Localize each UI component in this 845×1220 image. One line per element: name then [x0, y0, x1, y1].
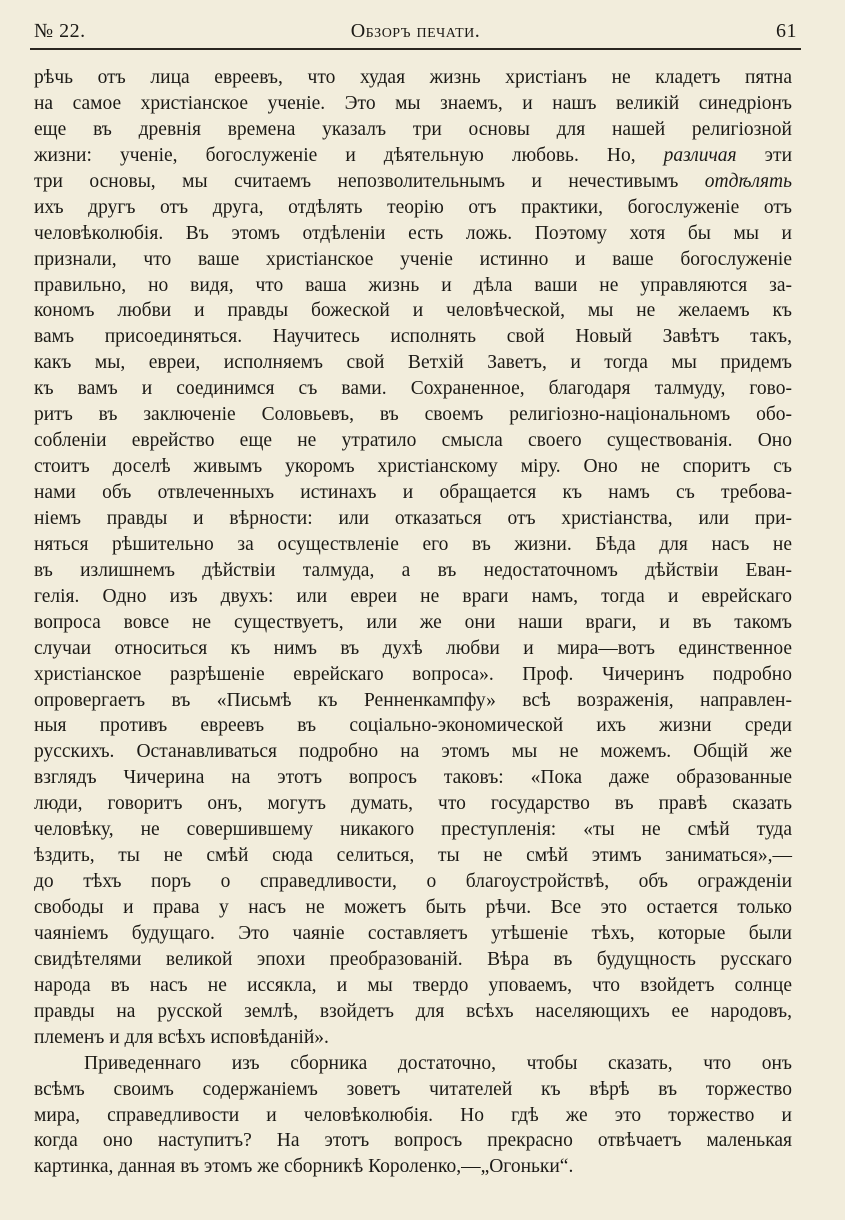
- text-line: [34, 610, 792, 636]
- text-line: [34, 765, 792, 791]
- text-line: [34, 584, 792, 610]
- text-line: [34, 195, 792, 221]
- line-text: рѣчь отъ лица евреевъ, что худая жизнь христіанъ не кладетъ пятна: [34, 67, 792, 88]
- text-line: [34, 999, 792, 1025]
- line-text: ѣздить, ты не смѣй сюда селиться, ты не смѣй этимъ заниматься»,—: [34, 845, 792, 867]
- line-text: когда оно наступитъ? На этотъ вопросъ прекрасно отвѣчаетъ маленькая: [34, 1130, 792, 1152]
- text-line: [34, 817, 792, 843]
- line-text: Приведеннаго изъ сборника достаточно, чтобы сказать, что онъ: [84, 1052, 792, 1074]
- text-line: [34, 895, 792, 921]
- header-rule: [30, 48, 801, 50]
- line-text: въ излишнемъ дѣйствіи талмуда, а въ недостаточномъ дѣйствіи Еван-: [34, 559, 792, 581]
- paragraph-2: [34, 1051, 792, 1181]
- text-line: [34, 713, 792, 739]
- text-line: [34, 921, 792, 947]
- line-text: гелія. Одно изъ двухъ: или евреи не враги намъ, тогда и еврейскаго: [34, 585, 792, 607]
- italic-word: отдѣлять: [704, 170, 792, 192]
- line-text: опровергаетъ въ «Письмѣ къ Ренненкампфу» всѣ возраженія, направлен-: [34, 689, 792, 711]
- issue-number: № 22.: [34, 20, 86, 42]
- line-text: племенъ и для всѣхъ исповѣданій».: [34, 1026, 329, 1048]
- text-line: [34, 169, 792, 195]
- line-text: народа въ насъ не иссякла, и мы твердо уповаемъ, что взойдетъ солнце: [34, 974, 792, 996]
- line-text: три основы, мы считаемъ непозволительнымъ и нечестивымъ: [34, 170, 705, 192]
- text-line: [34, 947, 792, 973]
- body-text: [34, 65, 792, 1180]
- text-line: [34, 350, 792, 376]
- text-line: [34, 1128, 792, 1154]
- line-text: няться рѣшительно за осуществленіе его въ жизни. Бѣда для насъ не: [34, 533, 792, 555]
- line-text: человѣку, не совершившему никакого преступленія: «ты не смѣй туда: [34, 819, 792, 841]
- text-line: [34, 558, 792, 584]
- line-text: случаи относиться къ нимъ въ духѣ любви и мира—вотъ единственное: [34, 637, 792, 659]
- text-line: [34, 324, 792, 350]
- text-line: [34, 454, 792, 480]
- line-text: еще въ древнія времена указалъ три основы для нашей религіозной: [34, 118, 792, 140]
- text-line: [34, 428, 792, 454]
- line-text: человѣколюбія. Въ этомъ отдѣленіи есть ложь. Поэтому хотя бы мы и: [34, 222, 792, 244]
- line-text: вопроса вовсе не существуетъ, или же они наши враги, и въ такомъ: [34, 611, 792, 633]
- italic-word: различая: [663, 144, 737, 166]
- line-text: до тѣхъ поръ о справедливости, о благоустройствѣ, объ огражденіи: [34, 871, 792, 893]
- text-line: [34, 1025, 792, 1051]
- text-line: [34, 843, 792, 869]
- line-text: на самое христіанское ученіе. Это мы знаемъ, и нашъ великій синедріонъ: [34, 92, 792, 114]
- text-line: [34, 1154, 792, 1180]
- text-line: [34, 1051, 792, 1077]
- line-text: ніемъ правды и вѣрности: или отказаться отъ христіанства, или при-: [34, 507, 792, 529]
- running-title: Обзоръ печати.: [350, 20, 481, 42]
- text-line: [34, 532, 792, 558]
- paragraph-1: [34, 65, 792, 1051]
- text-line: [34, 65, 792, 91]
- text-line: [34, 117, 792, 143]
- text-line: [34, 247, 792, 273]
- running-header: [34, 18, 797, 48]
- text-line: [34, 662, 792, 688]
- text-line: [34, 1077, 792, 1103]
- line-text: правильно, но видя, что ваша жизнь и дѣла ваши не управляются за-: [34, 274, 792, 296]
- text-line: [34, 376, 792, 402]
- text-line: [34, 273, 792, 299]
- text-line: [34, 973, 792, 999]
- text-line: [34, 869, 792, 895]
- line-text: свидѣтелями великой эпохи преобразованій. Вѣра въ будущность русскаго: [34, 948, 792, 970]
- text-line: [34, 91, 792, 117]
- line-text: ихъ другъ отъ друга, отдѣлять теорію отъ практики, богослуженіе отъ: [34, 196, 792, 218]
- line-text: мира, справедливости и человѣколюбія. Но гдѣ же это торжество и: [34, 1104, 792, 1126]
- line-text: картинка, данная въ этомъ же сборникѣ Короленко,—„Огоньки“.: [34, 1156, 574, 1178]
- text-line: [34, 636, 792, 662]
- line-text: къ вамъ и соединимся съ вами. Сохраненное, благодаря талмуду, гово-: [34, 378, 792, 400]
- line-text: собленіи еврейство еще не утратило смысла своего существованія. Оно: [34, 430, 792, 452]
- text-line: [34, 1103, 792, 1129]
- line-text: эти: [736, 144, 792, 166]
- line-text: какъ мы, евреи, исполняемъ свой Ветхій Заветъ, и тогда мы придемъ: [34, 352, 792, 374]
- line-text: стоитъ доселѣ живымъ укоромъ христіанскому міру. Оно не споритъ съ: [34, 456, 792, 478]
- line-text: взглядъ Чичерина на этотъ вопросъ таковъ: «Пока даже образованные: [34, 767, 792, 789]
- line-text: правды на русской землѣ, взойдетъ для всѣхъ населяющихъ ее народовъ,: [34, 1000, 792, 1022]
- text-line: [34, 791, 792, 817]
- text-line: [34, 143, 792, 169]
- line-text: русскихъ. Останавливаться подробно на этомъ мы не можемъ. Общій же: [34, 741, 792, 763]
- line-text: жизни: ученіе, богослуженіе и дѣятельную любовь. Но,: [34, 144, 664, 166]
- line-text: вамъ присоединяться. Научитесь исполнять свой Новый Завѣтъ такъ,: [34, 326, 792, 348]
- text-line: [34, 688, 792, 714]
- text-line: [34, 480, 792, 506]
- line-text: чаяніемъ будущаго. Это чаяніе составляетъ утѣшеніе тѣхъ, которые были: [34, 922, 792, 944]
- text-line: [34, 298, 792, 324]
- line-text: христіанское разрѣшеніе еврейскаго вопроса». Проф. Чичеринъ подробно: [34, 663, 792, 685]
- line-text: ныя противъ евреевъ въ соціально-экономической ихъ жизни среди: [34, 715, 792, 737]
- line-text: кономъ любви и правды божеской и человѣческой, мы не желаемъ къ: [34, 300, 792, 322]
- line-text: люди, говоритъ онъ, могутъ думать, что государство въ правѣ сказать: [34, 793, 792, 815]
- line-text: всѣмъ своимъ содержаніемъ зоветъ читателей къ вѣрѣ въ торжество: [34, 1078, 792, 1100]
- text-line: [34, 221, 792, 247]
- line-text: свободы и права у насъ не можетъ быть рѣчи. Все это остается только: [34, 897, 792, 918]
- text-line: [34, 506, 792, 532]
- line-text: признали, что ваше христіанское ученіе истинно и ваше богослуженіе: [34, 248, 792, 270]
- line-text: нами объ отвлеченныхъ истинахъ и обращается къ намъ съ требова-: [34, 482, 792, 503]
- page-number: 61: [776, 20, 797, 42]
- text-line: [34, 739, 792, 765]
- text-line: [34, 402, 792, 428]
- line-text: ритъ въ заключеніе Соловьевъ, въ своемъ религіозно-національномъ обо-: [34, 404, 792, 426]
